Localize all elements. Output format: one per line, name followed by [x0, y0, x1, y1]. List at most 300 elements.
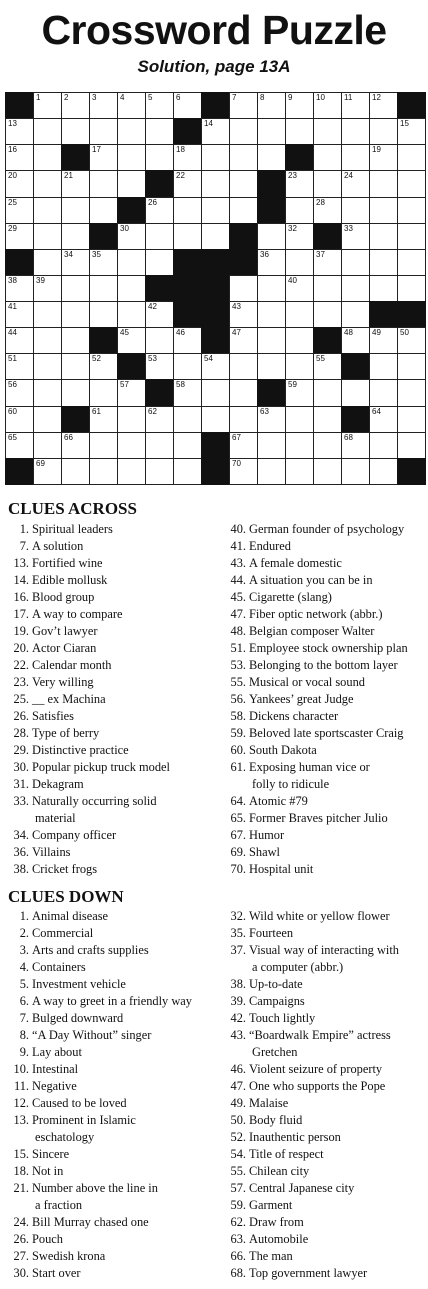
grid-cell[interactable] [33, 406, 62, 433]
grid-cell[interactable] [61, 275, 90, 302]
clue-item [217, 640, 408, 657]
clue-item [0, 1163, 192, 1180]
clue-number: 25. [13, 692, 29, 706]
grid-cell[interactable] [397, 144, 426, 171]
clue-item [217, 942, 399, 976]
page-subtitle: Solution, page 13A [137, 57, 291, 76]
grid-cell[interactable] [397, 379, 426, 406]
cell-number: 40 [288, 275, 297, 285]
clue-item [217, 555, 408, 572]
grid-cell[interactable] [341, 223, 370, 250]
grid-cell[interactable] [313, 379, 342, 406]
grid-cell[interactable] [89, 118, 118, 145]
grid-cell[interactable] [61, 223, 90, 250]
clue-item [217, 1129, 399, 1146]
clue-item [217, 1231, 399, 1248]
grid-cell[interactable] [257, 275, 286, 302]
clue-text: Fourteen [249, 926, 294, 940]
grid-cell[interactable] [173, 379, 202, 406]
grid-cell[interactable] [313, 118, 342, 145]
cell-number: 19 [372, 145, 381, 155]
grid-cell[interactable] [173, 144, 202, 171]
grid-cell[interactable] [229, 170, 258, 197]
grid-cell[interactable] [173, 353, 202, 380]
grid-cell[interactable] [285, 406, 314, 433]
grid-cell[interactable] [145, 458, 174, 485]
clue-item [0, 606, 170, 623]
grid-cell[interactable] [145, 92, 174, 119]
clue-number: 57. [230, 1181, 246, 1195]
grid-cell[interactable] [89, 275, 118, 302]
clue-text: Villains [32, 845, 71, 859]
cell-number: 60 [8, 406, 17, 416]
grid-cell[interactable] [61, 301, 90, 328]
grid-cell[interactable] [285, 170, 314, 197]
clue-text: Intestinal [32, 1062, 79, 1076]
grid-cell[interactable] [397, 118, 426, 145]
clue-number: 7. [19, 1011, 29, 1025]
clue-number: 39. [230, 994, 246, 1008]
clue-number: 5. [19, 977, 29, 991]
grid-black-cell [229, 223, 258, 250]
clue-number: 61. [230, 760, 246, 774]
grid-cell[interactable] [369, 197, 398, 224]
grid-cell[interactable] [229, 92, 258, 119]
grid-cell[interactable] [201, 144, 230, 171]
cell-number: 43 [232, 302, 241, 312]
grid-cell[interactable] [285, 249, 314, 276]
clue-number: 30. [13, 1266, 29, 1280]
clue-text: Campaigns [249, 994, 305, 1008]
grid-cell[interactable] [145, 144, 174, 171]
grid-cell[interactable] [89, 249, 118, 276]
grid-cell[interactable] [89, 144, 118, 171]
grid-cell[interactable] [257, 92, 286, 119]
grid-cell[interactable] [313, 197, 342, 224]
clue-text: Draw from [249, 1215, 304, 1229]
grid-cell[interactable] [145, 223, 174, 250]
grid-cell[interactable] [285, 197, 314, 224]
grid-cell[interactable] [313, 432, 342, 459]
grid-cell[interactable] [285, 458, 314, 485]
clue-text: Beloved late sportscaster Craig [249, 726, 404, 740]
grid-cell[interactable] [5, 406, 34, 433]
grid-black-cell [117, 197, 146, 224]
cell-number: 66 [64, 432, 73, 442]
grid-cell[interactable] [61, 118, 90, 145]
grid-cell[interactable] [117, 301, 146, 328]
grid-cell[interactable] [201, 170, 230, 197]
clue-item [0, 861, 170, 878]
grid-cell[interactable] [229, 275, 258, 302]
grid-cell[interactable] [341, 249, 370, 276]
grid-cell[interactable] [397, 275, 426, 302]
clues-across-column-1 [0, 521, 170, 878]
cell-number: 16 [8, 145, 17, 155]
grid-cell[interactable] [61, 92, 90, 119]
grid-cell[interactable] [89, 353, 118, 380]
grid-cell[interactable] [89, 170, 118, 197]
grid-cell[interactable] [5, 118, 34, 145]
grid-cell[interactable] [229, 327, 258, 354]
grid-cell[interactable] [313, 353, 342, 380]
clue-text: Investment vehicle [32, 977, 126, 991]
clue-text: Musical or vocal sound [249, 675, 365, 689]
grid-cell[interactable] [313, 170, 342, 197]
cell-number: 56 [8, 380, 17, 390]
grid-cell[interactable] [257, 327, 286, 354]
grid-cell[interactable] [313, 249, 342, 276]
clue-number: 26. [13, 709, 29, 723]
clue-number: 38. [230, 977, 246, 991]
grid-cell[interactable] [341, 327, 370, 354]
grid-cell[interactable] [229, 379, 258, 406]
grid-cell[interactable] [313, 458, 342, 485]
grid-cell[interactable] [285, 379, 314, 406]
grid-cell[interactable] [61, 327, 90, 354]
clue-text: Humor [249, 828, 285, 842]
grid-cell[interactable] [117, 327, 146, 354]
clue-number: 55. [230, 675, 246, 689]
grid-cell[interactable] [257, 458, 286, 485]
grid-cell[interactable] [369, 432, 398, 459]
grid-cell[interactable] [313, 406, 342, 433]
grid-cell[interactable] [397, 249, 426, 276]
grid-cell[interactable] [369, 170, 398, 197]
grid-cell[interactable] [341, 301, 370, 328]
clue-item [0, 742, 170, 759]
clue-item [0, 1214, 192, 1231]
grid-black-cell [285, 144, 314, 171]
clue-number: 11. [13, 1079, 29, 1093]
clue-number: 50. [230, 1113, 246, 1127]
clue-number: 6. [19, 994, 29, 1008]
grid-cell[interactable] [117, 458, 146, 485]
grid-cell[interactable] [117, 144, 146, 171]
grid-cell[interactable] [89, 301, 118, 328]
grid-cell[interactable] [33, 301, 62, 328]
grid-cell[interactable] [145, 197, 174, 224]
clue-item [0, 1078, 192, 1095]
grid-cell[interactable] [89, 406, 118, 433]
grid-cell[interactable] [117, 406, 146, 433]
clue-item [0, 1044, 192, 1061]
clue-text: Belonging to the bottom layer [249, 658, 398, 672]
grid-cell[interactable] [229, 144, 258, 171]
grid-cell[interactable] [397, 223, 426, 250]
cell-number: 35 [92, 249, 101, 259]
grid-cell[interactable] [173, 458, 202, 485]
clue-text: Bulged downward [32, 1011, 124, 1025]
clue-item [0, 1095, 192, 1112]
grid-cell[interactable] [369, 144, 398, 171]
grid-cell[interactable] [341, 92, 370, 119]
grid-cell[interactable] [5, 301, 34, 328]
grid-cell[interactable] [201, 197, 230, 224]
grid-cell[interactable] [257, 118, 286, 145]
cell-number: 52 [92, 354, 101, 364]
grid-cell[interactable] [201, 379, 230, 406]
grid-cell[interactable] [285, 327, 314, 354]
clue-item [0, 691, 170, 708]
grid-cell[interactable] [5, 379, 34, 406]
grid-cell[interactable] [145, 432, 174, 459]
grid-cell[interactable] [369, 327, 398, 354]
grid-cell[interactable] [61, 458, 90, 485]
cell-number: 38 [8, 275, 17, 285]
grid-cell[interactable] [33, 458, 62, 485]
clue-number: 35. [230, 926, 246, 940]
grid-cell[interactable] [257, 223, 286, 250]
grid-cell[interactable] [89, 432, 118, 459]
grid-black-cell [201, 458, 230, 485]
cell-number: 48 [344, 328, 353, 338]
grid-cell[interactable] [397, 406, 426, 433]
grid-cell[interactable] [5, 327, 34, 354]
clue-number: 60. [230, 743, 246, 757]
grid-cell[interactable] [285, 301, 314, 328]
clue-text: Wild white or yellow flower [249, 909, 390, 923]
grid-cell[interactable] [369, 406, 398, 433]
clue-text: Start over [32, 1266, 81, 1280]
clue-item [217, 1078, 399, 1095]
grid-cell[interactable] [173, 170, 202, 197]
grid-cell[interactable] [285, 353, 314, 380]
grid-cell[interactable] [397, 170, 426, 197]
grid-cell[interactable] [33, 353, 62, 380]
grid-cell[interactable] [61, 379, 90, 406]
grid-cell[interactable] [89, 379, 118, 406]
clue-item [0, 776, 170, 793]
grid-cell[interactable] [201, 118, 230, 145]
grid-cell[interactable] [201, 223, 230, 250]
grid-cell[interactable] [285, 92, 314, 119]
grid-cell[interactable] [33, 379, 62, 406]
grid-cell[interactable] [285, 118, 314, 145]
clue-number: 17. [13, 607, 29, 621]
grid-cell[interactable] [33, 249, 62, 276]
cell-number: 57 [120, 380, 129, 390]
clue-item [217, 844, 408, 861]
grid-cell[interactable] [369, 118, 398, 145]
grid-cell[interactable] [369, 353, 398, 380]
cell-number: 33 [344, 223, 353, 233]
clue-item [0, 1061, 192, 1078]
clue-number: 31. [13, 777, 29, 791]
grid-cell[interactable] [313, 301, 342, 328]
clue-item [217, 623, 408, 640]
grid-cell[interactable] [145, 327, 174, 354]
grid-black-cell [257, 170, 286, 197]
clue-text: Distinctive practice [32, 743, 129, 757]
grid-cell[interactable] [145, 353, 174, 380]
cell-number: 28 [316, 197, 325, 207]
clue-item [217, 861, 408, 878]
grid-black-cell [201, 92, 230, 119]
clue-number: 58. [230, 709, 246, 723]
grid-black-cell [201, 327, 230, 354]
grid-cell[interactable] [313, 275, 342, 302]
clue-number: 21. [13, 1181, 29, 1195]
grid-cell[interactable] [117, 223, 146, 250]
grid-cell[interactable] [341, 170, 370, 197]
clue-text: Malaise [249, 1096, 289, 1110]
grid-cell[interactable] [173, 223, 202, 250]
clue-number: 41. [230, 539, 246, 553]
clue-item [0, 908, 192, 925]
grid-cell[interactable] [313, 144, 342, 171]
grid-cell[interactable] [173, 92, 202, 119]
clue-item [0, 1248, 192, 1265]
clue-item [0, 1112, 192, 1146]
grid-cell[interactable] [33, 197, 62, 224]
grid-cell[interactable] [229, 301, 258, 328]
grid-cell[interactable] [117, 379, 146, 406]
grid-cell[interactable] [145, 249, 174, 276]
grid-cell[interactable] [369, 379, 398, 406]
clue-number: 22. [13, 658, 29, 672]
grid-cell[interactable] [285, 223, 314, 250]
grid-cell[interactable] [33, 223, 62, 250]
clue-text: A solution [32, 539, 84, 553]
grid-cell[interactable] [341, 197, 370, 224]
clue-text: Company officer [32, 828, 117, 842]
clue-text: Inauthentic person [249, 1130, 341, 1144]
grid-cell[interactable] [89, 92, 118, 119]
grid-cell[interactable] [5, 353, 34, 380]
grid-cell[interactable] [117, 249, 146, 276]
clue-number: 59. [230, 726, 246, 740]
grid-cell[interactable] [285, 275, 314, 302]
clue-text: Fiber optic network (abbr.) [249, 607, 383, 621]
grid-cell[interactable] [397, 327, 426, 354]
grid-cell[interactable] [369, 223, 398, 250]
clue-item [0, 976, 192, 993]
grid-cell[interactable] [117, 118, 146, 145]
grid-cell[interactable] [33, 327, 62, 354]
clue-number: 1. [19, 909, 29, 923]
grid-cell[interactable] [145, 118, 174, 145]
grid-cell[interactable] [117, 170, 146, 197]
grid-cell[interactable] [33, 275, 62, 302]
clue-text: Number above the line in [32, 1181, 158, 1195]
grid-cell[interactable] [5, 170, 34, 197]
clue-text: Very willing [32, 675, 94, 689]
grid-cell[interactable] [369, 249, 398, 276]
clue-number: 13. [13, 1113, 29, 1127]
grid-cell[interactable] [369, 275, 398, 302]
grid-cell[interactable] [341, 118, 370, 145]
clue-item [217, 708, 408, 725]
cell-number: 2 [64, 93, 69, 102]
grid-cell[interactable] [229, 197, 258, 224]
grid-cell[interactable] [145, 301, 174, 328]
grid-cell[interactable] [257, 353, 286, 380]
grid-cell[interactable] [61, 353, 90, 380]
grid-cell[interactable] [257, 432, 286, 459]
grid-cell[interactable] [33, 144, 62, 171]
grid-cell[interactable] [369, 92, 398, 119]
grid-cell[interactable] [341, 432, 370, 459]
cell-number: 36 [260, 249, 269, 259]
grid-cell[interactable] [33, 432, 62, 459]
clue-text: Fortified wine [32, 556, 103, 570]
grid-cell[interactable] [61, 170, 90, 197]
grid-cell[interactable] [61, 432, 90, 459]
grid-cell[interactable] [173, 432, 202, 459]
grid-cell[interactable] [145, 406, 174, 433]
grid-cell[interactable] [257, 406, 286, 433]
grid-cell[interactable] [341, 275, 370, 302]
grid-cell[interactable] [397, 432, 426, 459]
grid-cell[interactable] [313, 92, 342, 119]
grid-cell[interactable] [257, 144, 286, 171]
grid-cell[interactable] [5, 144, 34, 171]
grid-cell[interactable] [117, 432, 146, 459]
grid-cell[interactable] [257, 249, 286, 276]
grid-cell[interactable] [397, 197, 426, 224]
grid-cell[interactable] [229, 406, 258, 433]
grid-black-cell [117, 353, 146, 380]
grid-cell[interactable] [33, 118, 62, 145]
grid-cell[interactable] [229, 118, 258, 145]
clue-number: 32. [230, 909, 246, 923]
grid-cell[interactable] [61, 197, 90, 224]
grid-cell[interactable] [229, 432, 258, 459]
clue-number: 20. [13, 641, 29, 655]
clue-text: Employee stock ownership plan [249, 641, 408, 655]
grid-cell[interactable] [89, 458, 118, 485]
grid-cell[interactable] [33, 92, 62, 119]
grid-cell[interactable] [341, 458, 370, 485]
grid-cell[interactable] [33, 170, 62, 197]
grid-cell[interactable] [61, 249, 90, 276]
clue-number: 12. [13, 1096, 29, 1110]
grid-cell[interactable] [5, 275, 34, 302]
grid-cell[interactable] [341, 144, 370, 171]
grid-cell[interactable] [117, 92, 146, 119]
grid-cell[interactable] [397, 353, 426, 380]
clue-item [0, 959, 192, 976]
clue-item [217, 1180, 399, 1197]
grid-cell[interactable] [229, 353, 258, 380]
grid-cell[interactable] [341, 379, 370, 406]
grid-cell[interactable] [369, 458, 398, 485]
clue-item [0, 1027, 192, 1044]
grid-cell[interactable] [173, 197, 202, 224]
grid-cell[interactable] [5, 432, 34, 459]
clue-item [217, 1027, 399, 1061]
grid-cell[interactable] [257, 301, 286, 328]
clues-across-column-2 [217, 521, 408, 878]
clue-text: Hospital unit [249, 862, 314, 876]
grid-cell[interactable] [5, 223, 34, 250]
grid-cell[interactable] [89, 197, 118, 224]
clue-number: 23. [13, 675, 29, 689]
grid-cell[interactable] [229, 458, 258, 485]
grid-cell[interactable] [201, 406, 230, 433]
cell-number: 4 [120, 93, 125, 102]
grid-cell[interactable] [117, 275, 146, 302]
grid-cell[interactable] [201, 353, 230, 380]
grid-cell[interactable] [173, 406, 202, 433]
clue-item [217, 993, 399, 1010]
grid-cell[interactable] [5, 197, 34, 224]
grid-cell[interactable] [173, 327, 202, 354]
cell-number: 14 [204, 119, 213, 129]
clue-number: 66. [230, 1249, 246, 1263]
grid-cell[interactable] [285, 432, 314, 459]
